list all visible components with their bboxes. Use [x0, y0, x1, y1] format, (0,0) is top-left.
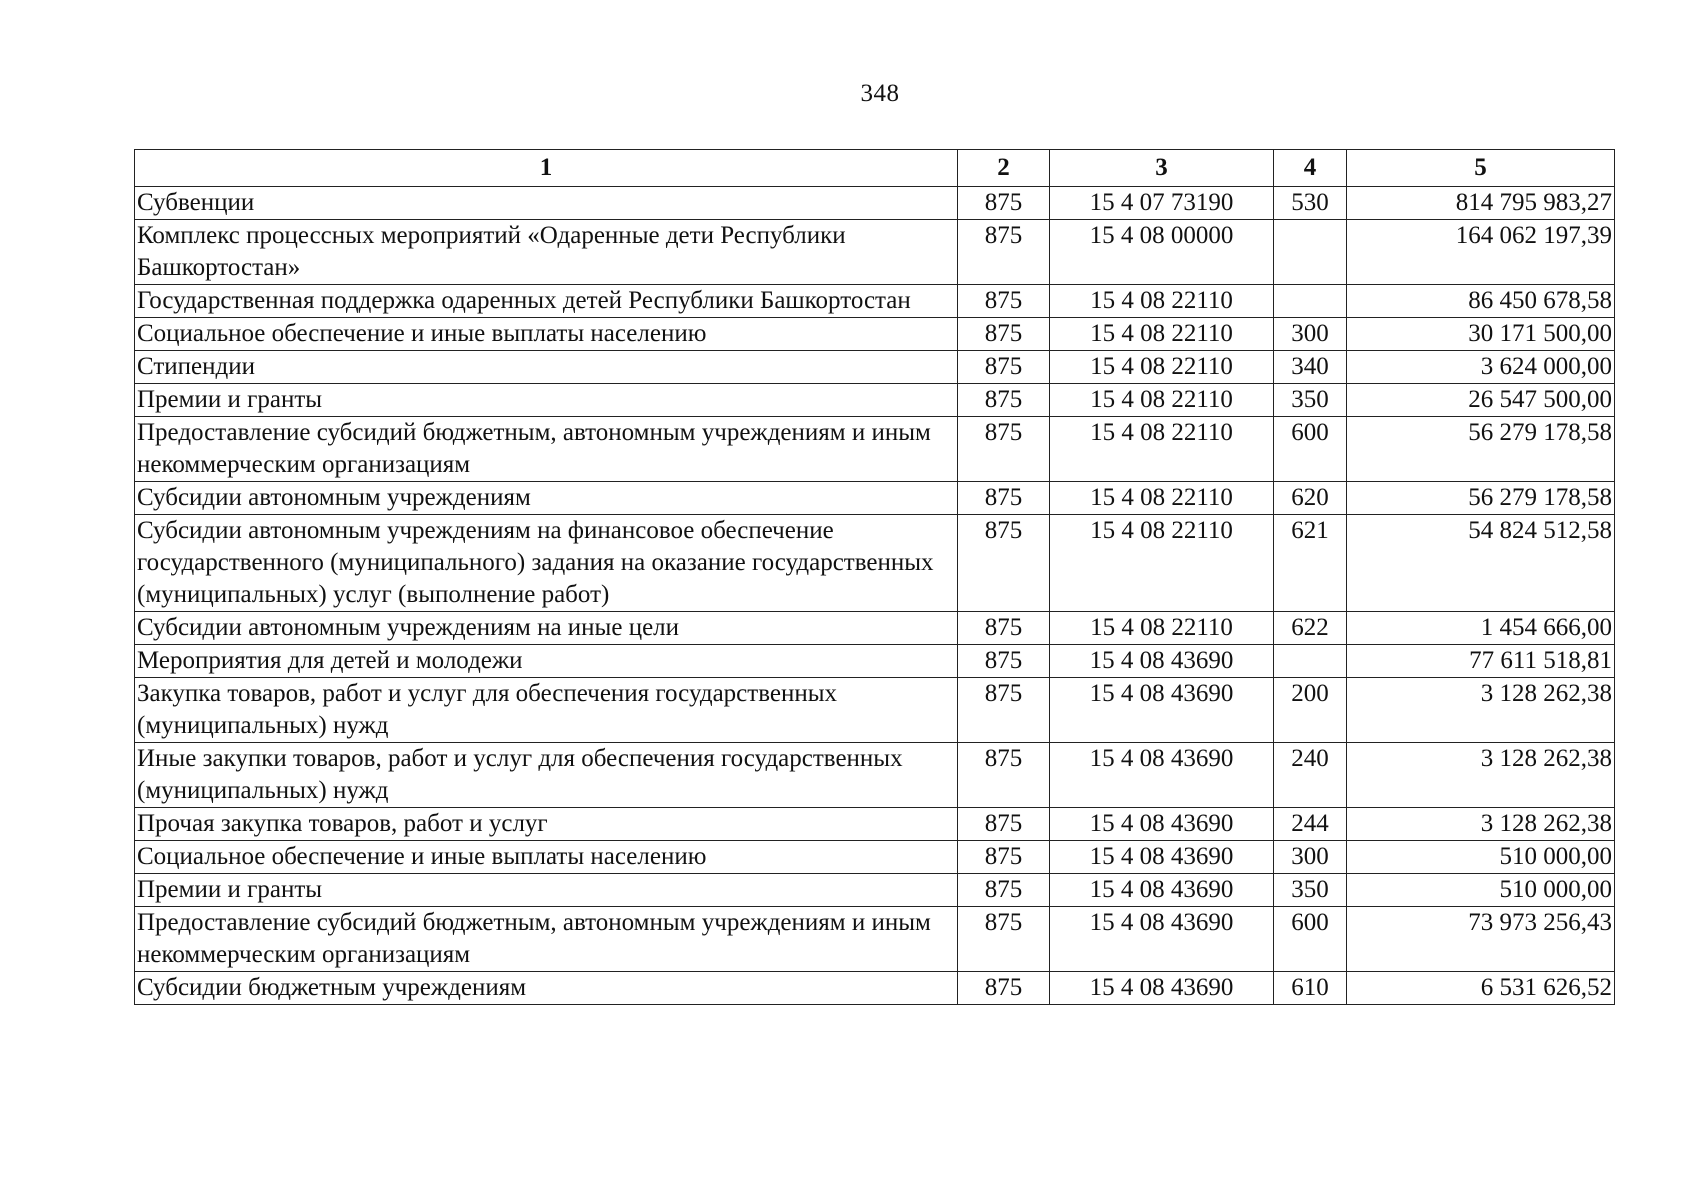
- row-name-cell: Социальное обеспечение и иные выплаты населению: [135, 318, 958, 351]
- row-csr-cell: 15 4 08 22110: [1050, 285, 1274, 318]
- row-amount-cell: 1 454 666,00: [1347, 612, 1615, 645]
- row-vr-cell: 300: [1274, 318, 1347, 351]
- row-csr-cell: 15 4 08 22110: [1050, 351, 1274, 384]
- row-amount-cell: 73 973 256,43: [1347, 907, 1615, 972]
- table-row: [135, 187, 1615, 220]
- row-csr-cell: 15 4 08 22110: [1050, 515, 1274, 612]
- row-code-cell: 875: [958, 187, 1050, 220]
- row-vr-cell: 622: [1274, 612, 1347, 645]
- row-code-cell: 875: [958, 351, 1050, 384]
- row-amount-cell: 3 128 262,38: [1347, 808, 1615, 841]
- row-name-cell: Иные закупки товаров, работ и услуг для обеспечения государственных (муниципальных) нужд: [135, 743, 958, 808]
- table-row: [135, 678, 1615, 743]
- row-vr-cell: 244: [1274, 808, 1347, 841]
- row-name-cell: Субсидии автономным учреждениям: [135, 482, 958, 515]
- budget-table: [134, 149, 1615, 1005]
- table-row: [135, 384, 1615, 417]
- row-vr-cell: [1274, 220, 1347, 285]
- header-col-5: 5: [1347, 150, 1615, 187]
- row-amount-cell: 3 128 262,38: [1347, 678, 1615, 743]
- table-body: [135, 187, 1615, 1005]
- header-col-2: 2: [958, 150, 1050, 187]
- row-code-cell: 875: [958, 220, 1050, 285]
- table-row: [135, 351, 1615, 384]
- table-row: [135, 318, 1615, 351]
- table-row: [135, 417, 1615, 482]
- row-amount-cell: 26 547 500,00: [1347, 384, 1615, 417]
- row-code-cell: 875: [958, 678, 1050, 743]
- row-code-cell: 875: [958, 515, 1050, 612]
- row-code-cell: 875: [958, 285, 1050, 318]
- row-amount-cell: 56 279 178,58: [1347, 417, 1615, 482]
- row-name-cell: Стипендии: [135, 351, 958, 384]
- table-row: [135, 645, 1615, 678]
- row-name-cell: Прочая закупка товаров, работ и услуг: [135, 808, 958, 841]
- row-vr-cell: 621: [1274, 515, 1347, 612]
- row-csr-cell: 15 4 08 43690: [1050, 743, 1274, 808]
- row-vr-cell: 340: [1274, 351, 1347, 384]
- table-row: [135, 743, 1615, 808]
- row-csr-cell: 15 4 08 00000: [1050, 220, 1274, 285]
- table-row: [135, 482, 1615, 515]
- row-csr-cell: 15 4 08 22110: [1050, 612, 1274, 645]
- row-amount-cell: 56 279 178,58: [1347, 482, 1615, 515]
- row-name-cell: Премии и гранты: [135, 384, 958, 417]
- table-row: [135, 808, 1615, 841]
- row-code-cell: 875: [958, 972, 1050, 1005]
- row-code-cell: 875: [958, 482, 1050, 515]
- table-row: [135, 907, 1615, 972]
- row-csr-cell: 15 4 08 43690: [1050, 645, 1274, 678]
- row-name-cell: Субвенции: [135, 187, 958, 220]
- row-amount-cell: 54 824 512,58: [1347, 515, 1615, 612]
- table-row: [135, 220, 1615, 285]
- row-name-cell: Государственная поддержка одаренных детей Республики Башкортостан: [135, 285, 958, 318]
- row-vr-cell: 300: [1274, 841, 1347, 874]
- row-csr-cell: 15 4 07 73190: [1050, 187, 1274, 220]
- row-name-cell: Комплекс процессных мероприятий «Одаренные дети Республики Башкортостан»: [135, 220, 958, 285]
- table-row: [135, 874, 1615, 907]
- row-amount-cell: 164 062 197,39: [1347, 220, 1615, 285]
- table-row: [135, 612, 1615, 645]
- row-name-cell: Субсидии автономным учреждениям на финансовое обеспечение государственного (муниципального) задания на оказание государственных (муниципальных) услуг (выполнение работ): [135, 515, 958, 612]
- row-csr-cell: 15 4 08 43690: [1050, 874, 1274, 907]
- table-row: [135, 972, 1615, 1005]
- row-code-cell: 875: [958, 645, 1050, 678]
- row-vr-cell: [1274, 645, 1347, 678]
- row-name-cell: Предоставление субсидий бюджетным, автономным учреждениям и иным некоммерческим организациям: [135, 907, 958, 972]
- row-csr-cell: 15 4 08 22110: [1050, 417, 1274, 482]
- row-vr-cell: 600: [1274, 417, 1347, 482]
- row-vr-cell: 240: [1274, 743, 1347, 808]
- row-csr-cell: 15 4 08 43690: [1050, 841, 1274, 874]
- row-vr-cell: 350: [1274, 384, 1347, 417]
- row-vr-cell: [1274, 285, 1347, 318]
- row-name-cell: Социальное обеспечение и иные выплаты населению: [135, 841, 958, 874]
- row-code-cell: 875: [958, 743, 1050, 808]
- row-csr-cell: 15 4 08 22110: [1050, 482, 1274, 515]
- row-csr-cell: 15 4 08 43690: [1050, 678, 1274, 743]
- row-name-cell: Мероприятия для детей и молодежи: [135, 645, 958, 678]
- row-amount-cell: 3 128 262,38: [1347, 743, 1615, 808]
- row-amount-cell: 6 531 626,52: [1347, 972, 1615, 1005]
- row-amount-cell: 86 450 678,58: [1347, 285, 1615, 318]
- row-amount-cell: 3 624 000,00: [1347, 351, 1615, 384]
- row-csr-cell: 15 4 08 22110: [1050, 384, 1274, 417]
- header-col-1: 1: [135, 150, 958, 187]
- row-code-cell: 875: [958, 808, 1050, 841]
- row-code-cell: 875: [958, 612, 1050, 645]
- row-name-cell: Субсидии автономным учреждениям на иные цели: [135, 612, 958, 645]
- row-code-cell: 875: [958, 417, 1050, 482]
- row-csr-cell: 15 4 08 22110: [1050, 318, 1274, 351]
- table-row: [135, 841, 1615, 874]
- row-csr-cell: 15 4 08 43690: [1050, 907, 1274, 972]
- row-amount-cell: 30 171 500,00: [1347, 318, 1615, 351]
- header-col-4: 4: [1274, 150, 1347, 187]
- row-code-cell: 875: [958, 384, 1050, 417]
- table-row: [135, 285, 1615, 318]
- row-vr-cell: 600: [1274, 907, 1347, 972]
- row-amount-cell: 77 611 518,81: [1347, 645, 1615, 678]
- row-amount-cell: 814 795 983,27: [1347, 187, 1615, 220]
- table-row: [135, 515, 1615, 612]
- header-col-3: 3: [1050, 150, 1274, 187]
- row-vr-cell: 610: [1274, 972, 1347, 1005]
- row-code-cell: 875: [958, 874, 1050, 907]
- row-vr-cell: 200: [1274, 678, 1347, 743]
- page-number: 348: [860, 80, 900, 107]
- row-csr-cell: 15 4 08 43690: [1050, 972, 1274, 1005]
- row-vr-cell: 530: [1274, 187, 1347, 220]
- row-csr-cell: 15 4 08 43690: [1050, 808, 1274, 841]
- row-name-cell: Закупка товаров, работ и услуг для обеспечения государственных (муниципальных) нужд: [135, 678, 958, 743]
- row-code-cell: 875: [958, 907, 1050, 972]
- row-code-cell: 875: [958, 318, 1050, 351]
- row-amount-cell: 510 000,00: [1347, 841, 1615, 874]
- row-vr-cell: 350: [1274, 874, 1347, 907]
- row-name-cell: Субсидии бюджетным учреждениям: [135, 972, 958, 1005]
- row-vr-cell: 620: [1274, 482, 1347, 515]
- row-amount-cell: 510 000,00: [1347, 874, 1615, 907]
- table-header-row: [135, 150, 1615, 187]
- row-code-cell: 875: [958, 841, 1050, 874]
- row-name-cell: Предоставление субсидий бюджетным, автономным учреждениям и иным некоммерческим организациям: [135, 417, 958, 482]
- row-name-cell: Премии и гранты: [135, 874, 958, 907]
